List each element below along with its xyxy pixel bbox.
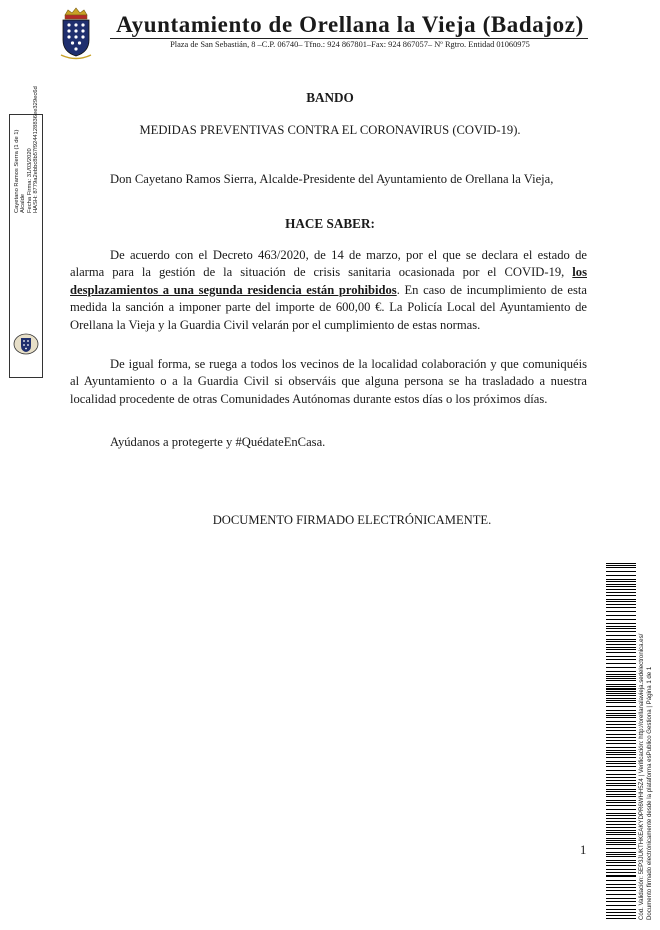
barcode-bar (606, 684, 636, 685)
barcode-bar (606, 604, 636, 605)
barcode-bar (606, 813, 636, 814)
signature-date: Fecha Firma: 31/03/2020 (26, 148, 33, 213)
barcode-bar (606, 710, 636, 711)
barcode-bar (606, 750, 636, 751)
barcode-bar (606, 884, 636, 885)
barcode-bar (606, 615, 636, 616)
barcode-bar (606, 834, 636, 835)
header-divider (110, 38, 588, 39)
signed-notice: DOCUMENTO FIRMADO ELECTRÓNICAMENTE. (212, 513, 492, 527)
barcode-bar (606, 830, 636, 831)
paragraph-decree (70, 247, 587, 334)
barcode-bar (606, 595, 636, 596)
barcode-bar (606, 695, 636, 696)
barcode-bar (606, 601, 636, 602)
barcode-bar (606, 737, 636, 738)
barcode-bar (606, 898, 636, 899)
barcode-bar (606, 848, 636, 849)
verification-text (638, 580, 658, 920)
barcode-bar (606, 852, 636, 853)
barcode-bar (606, 623, 636, 624)
barcode-icon (606, 563, 636, 919)
paragraph-decree-part2: . En caso de incumplimiento de esta medida la sanción a imponer parte del importe de 600,00 €. La Policía Local del Ayuntamiento de Orellana la Vieja y la Guardia Civil velarán por el cumplimiento de estas normas. (70, 282, 588, 332)
barcode-bar (606, 713, 636, 714)
barcode-bar (606, 915, 636, 916)
barcode-bar (606, 800, 636, 801)
municipality-title: Ayuntamiento de Orellana la Vieja (Badajoz) (116, 12, 584, 37)
barcode-bar (606, 887, 636, 888)
barcode-bar (606, 730, 636, 731)
barcode-bar (606, 872, 636, 873)
document-subtitle: MEDIDAS PREVENTIVAS CONTRA EL CORONAVIRUS (COVID-19). (139, 123, 521, 137)
barcode-bar (606, 796, 636, 797)
barcode-bar (606, 647, 636, 648)
barcode-bar (606, 770, 636, 771)
barcode-bar (606, 789, 636, 790)
barcode-bar (606, 686, 636, 687)
barcode-bar (606, 691, 636, 692)
barcode-bar (606, 757, 636, 758)
barcode-bar (606, 774, 636, 775)
barcode-bar (606, 862, 636, 863)
barcode-bar (606, 743, 636, 744)
barcode-bar (606, 584, 636, 585)
intro-line: Don Cayetano Ramos Sierra, Alcalde-Presidente del Ayuntamiento de Orellana la Vieja, (110, 172, 554, 186)
signature-hash: HASH: 8779a2ebbc8b57f9244128836ee329ec6d (33, 86, 40, 213)
barcode-bar (606, 894, 636, 895)
barcode-bar (606, 869, 636, 870)
barcode-bar (606, 747, 636, 748)
barcode-bar (606, 794, 636, 795)
barcode-bar (606, 717, 636, 718)
barcode-bar (606, 628, 636, 629)
barcode-bar (606, 671, 636, 672)
barcode-bar (606, 575, 636, 576)
barcode-bar (606, 763, 636, 764)
paragraph-request: De igual forma, se ruega a todos los vecinos de la localidad colaboración y que comuniquéis al Ayuntamiento o a la Guardia Civil si observáis que alguna persona se ha trasladado a nuestra localidad procedente de otras Comunidades Autónomas durante estos días o los próximos días. (70, 357, 587, 406)
barcode-bar (606, 592, 636, 593)
barcode-bar (606, 680, 636, 681)
barcode-bar (606, 635, 636, 636)
barcode-bar (606, 619, 636, 620)
barcode-bar (606, 860, 636, 861)
barcode-bar (606, 599, 636, 600)
barcode-bar (606, 611, 636, 612)
barcode-bar (606, 791, 636, 792)
barcode-bar (606, 918, 636, 919)
barcode-bar (606, 678, 636, 679)
signature-box (9, 86, 43, 378)
barcode-bar (606, 644, 636, 645)
barcode-bar (606, 693, 636, 694)
barcode-bar (606, 581, 636, 582)
paragraph-decree-part1: De acuerdo con el Decreto 463/2020, de 14 de marzo, por el que se declara el estado de alarma para la gestión de la situación de crisis sanitaria ocasionada por el COVID-19, (70, 248, 587, 280)
barcode-bar (606, 579, 636, 580)
barcode-bar (606, 785, 636, 786)
barcode-bar (606, 854, 636, 855)
barcode-bar (606, 905, 636, 906)
barcode-bar (606, 766, 636, 767)
barcode-bar (606, 909, 636, 910)
barcode-bar (606, 649, 636, 650)
barcode-bar (606, 805, 636, 806)
barcode-bar (606, 586, 636, 587)
page-number: 1 (580, 843, 587, 857)
section-heading: HACE SABER: (285, 216, 375, 231)
barcode-bar (606, 840, 636, 841)
closing-line: Ayúdanos a protegerte y #QuédateEnCasa. (110, 435, 326, 449)
barcode-bar (606, 631, 636, 632)
barcode-bar (606, 821, 636, 822)
barcode-bar (606, 706, 636, 707)
barcode-bar (606, 901, 636, 902)
barcode-bar (606, 880, 636, 881)
signer-role: Alcalde (20, 193, 27, 213)
barcode-bar (606, 563, 636, 564)
barcode-bar (606, 700, 636, 701)
barcode-bar (606, 875, 636, 877)
barcode-bar (606, 865, 636, 866)
barcode-bar (606, 912, 636, 913)
barcode-bar (606, 589, 636, 590)
header-address: Plaza de San Sebastián, 8 –C.P. 06740– Tfno.: 924 867801–Fax: 924 867057– Nº Rgtro. Entidad 01060975 (170, 40, 530, 49)
barcode-bar (606, 815, 636, 816)
barcode-bar (606, 844, 636, 845)
barcode-bar (606, 667, 636, 668)
barcode-bar (606, 641, 636, 642)
barcode-bar (606, 890, 636, 891)
barcode-bar (606, 626, 636, 627)
barcode-bar (606, 752, 636, 753)
barcode-bar (606, 607, 636, 608)
barcode-bar (606, 838, 636, 839)
barcode-bar (606, 832, 636, 833)
barcode-bar (606, 734, 636, 735)
barcode-bar (606, 727, 636, 728)
signer-name: Cayetano Ramos Sierra (1 de 1) (14, 129, 20, 213)
prohibition-emphasis: los desplazamientos a una segunda residencia están prohibidos (70, 265, 587, 297)
barcode-bar (606, 571, 636, 572)
barcode-bar (606, 802, 636, 803)
verification-platform: Documento firmado electrónicamente desde la plataforma esPublico Gestiona | Página 1 de 1 (646, 666, 653, 920)
barcode-bar (606, 856, 636, 857)
barcode-bar (606, 659, 636, 660)
barcode-bar (606, 698, 636, 699)
barcode-bar (606, 656, 636, 657)
barcode-bar (606, 674, 636, 675)
barcode-bar (606, 663, 636, 664)
barcode-bar (606, 809, 636, 810)
municipal-seal-icon (13, 333, 39, 355)
barcode-bar (606, 740, 636, 741)
barcode-bar (606, 842, 636, 843)
barcode-bar (606, 724, 636, 725)
barcode-bar (606, 565, 636, 566)
barcode-bar (606, 676, 636, 677)
barcode-bar (606, 721, 636, 722)
barcode-bar (606, 827, 636, 828)
verification-code: Cód. Validación: 5EP3JUKTHKEAKYDPR6WHH5Z4 | Verificación: http://orellanalavieja.sedelectronica.es/ (638, 633, 645, 920)
barcode-bar (606, 761, 636, 762)
barcode-bar (606, 818, 636, 819)
barcode-bar (606, 783, 636, 784)
barcode-bar (606, 702, 636, 703)
barcode-bar (606, 780, 636, 781)
barcode-bar (606, 715, 636, 716)
document-title: BANDO (306, 90, 354, 105)
barcode-bar (606, 777, 636, 778)
barcode-bar (606, 652, 636, 653)
coat-of-arms-icon (57, 6, 95, 60)
barcode-bar (606, 754, 636, 755)
barcode-bar (606, 688, 636, 690)
barcode-bar (606, 824, 636, 825)
barcode-bar (606, 639, 636, 640)
barcode-bar (606, 567, 636, 568)
